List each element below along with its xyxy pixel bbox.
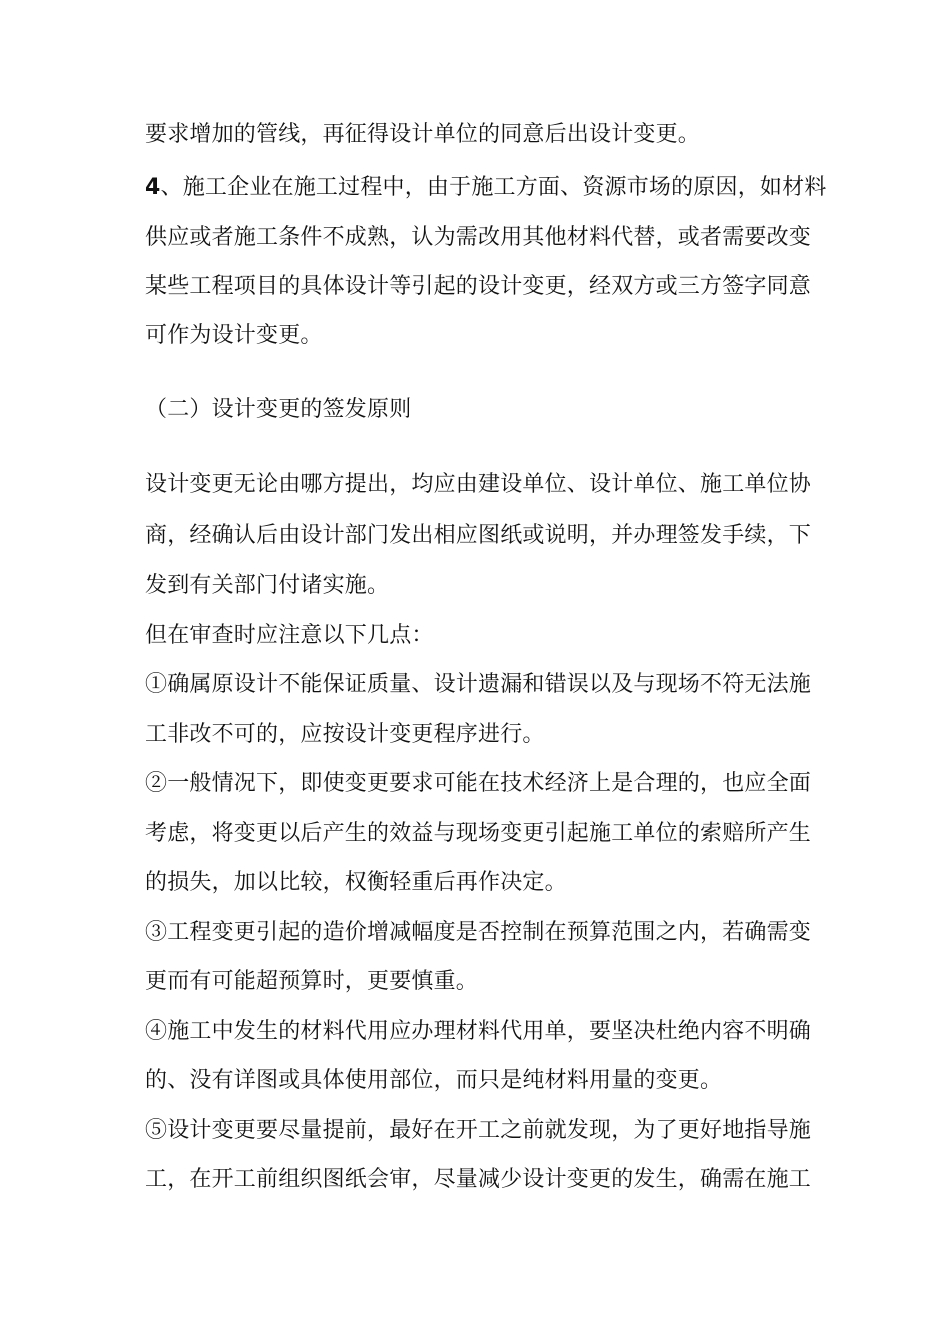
list-item-line: 工非改不可的，应按设计变更程序进行。 — [145, 722, 545, 747]
list-item-line: 的、没有详图或具体使用部位，而只是纯材料用量的变更。 — [145, 1068, 723, 1093]
item-text: 、施工企业在施工过程中，由于施工方面、资源市场的原因，如材料 — [160, 175, 827, 200]
list-item-line: 考虑，将变更以后产生的效益与现场变更引起施工单位的索赔所产生 — [145, 821, 812, 846]
paragraph-line: 要求增加的管线，再征得设计单位的同意后出设计变更。 — [145, 122, 701, 147]
paragraph-line: 设计变更无论由哪方提出，均应由建设单位、设计单位、施工单位协 — [145, 472, 812, 497]
list-item-line: ③工程变更引起的造价增减幅度是否控制在预算范围之内，若确需变 — [145, 920, 812, 945]
paragraph-line: 发到有关部门付诸实施。 — [145, 573, 390, 598]
paragraph-line: 可作为设计变更。 — [145, 323, 323, 348]
paragraph-line: 某些工程项目的具体设计等引起的设计变更，经双方或三方签字同意 — [145, 274, 812, 299]
list-item-line: ①确属原设计不能保证质量、设计遗漏和错误以及与现场不符无法施 — [145, 672, 812, 697]
section-heading: （二）设计变更的签发原则 — [145, 397, 412, 422]
list-item-line: 的损失，加以比较，权衡轻重后再作决定。 — [145, 870, 567, 895]
list-item-line: ②一般情况下，即使变更要求可能在技术经济上是合理的，也应全面 — [145, 771, 812, 796]
paragraph-line-item-4 — [145, 171, 825, 205]
paragraph-line: 商，经确认后由设计部门发出相应图纸或说明，并办理签发手续，下 — [145, 523, 812, 548]
item-number: 4 — [145, 175, 161, 200]
list-item-line: ⑤设计变更要尽量提前，最好在开工之前就发现，为了更好地指导施 — [145, 1118, 812, 1143]
list-item-line: ④施工中发生的材料代用应办理材料代用单，要坚决杜绝内容不明确 — [145, 1019, 812, 1044]
list-item-line: 工，在开工前组织图纸会审，尽量减少设计变更的发生，确需在施工 — [145, 1167, 812, 1192]
list-item-line: 更而有可能超预算时，更要慎重。 — [145, 969, 479, 994]
paragraph-line: 但在审查时应注意以下几点： — [145, 623, 434, 648]
paragraph-line: 供应或者施工条件不成熟，认为需改用其他材料代替，或者需要改变 — [145, 225, 812, 250]
